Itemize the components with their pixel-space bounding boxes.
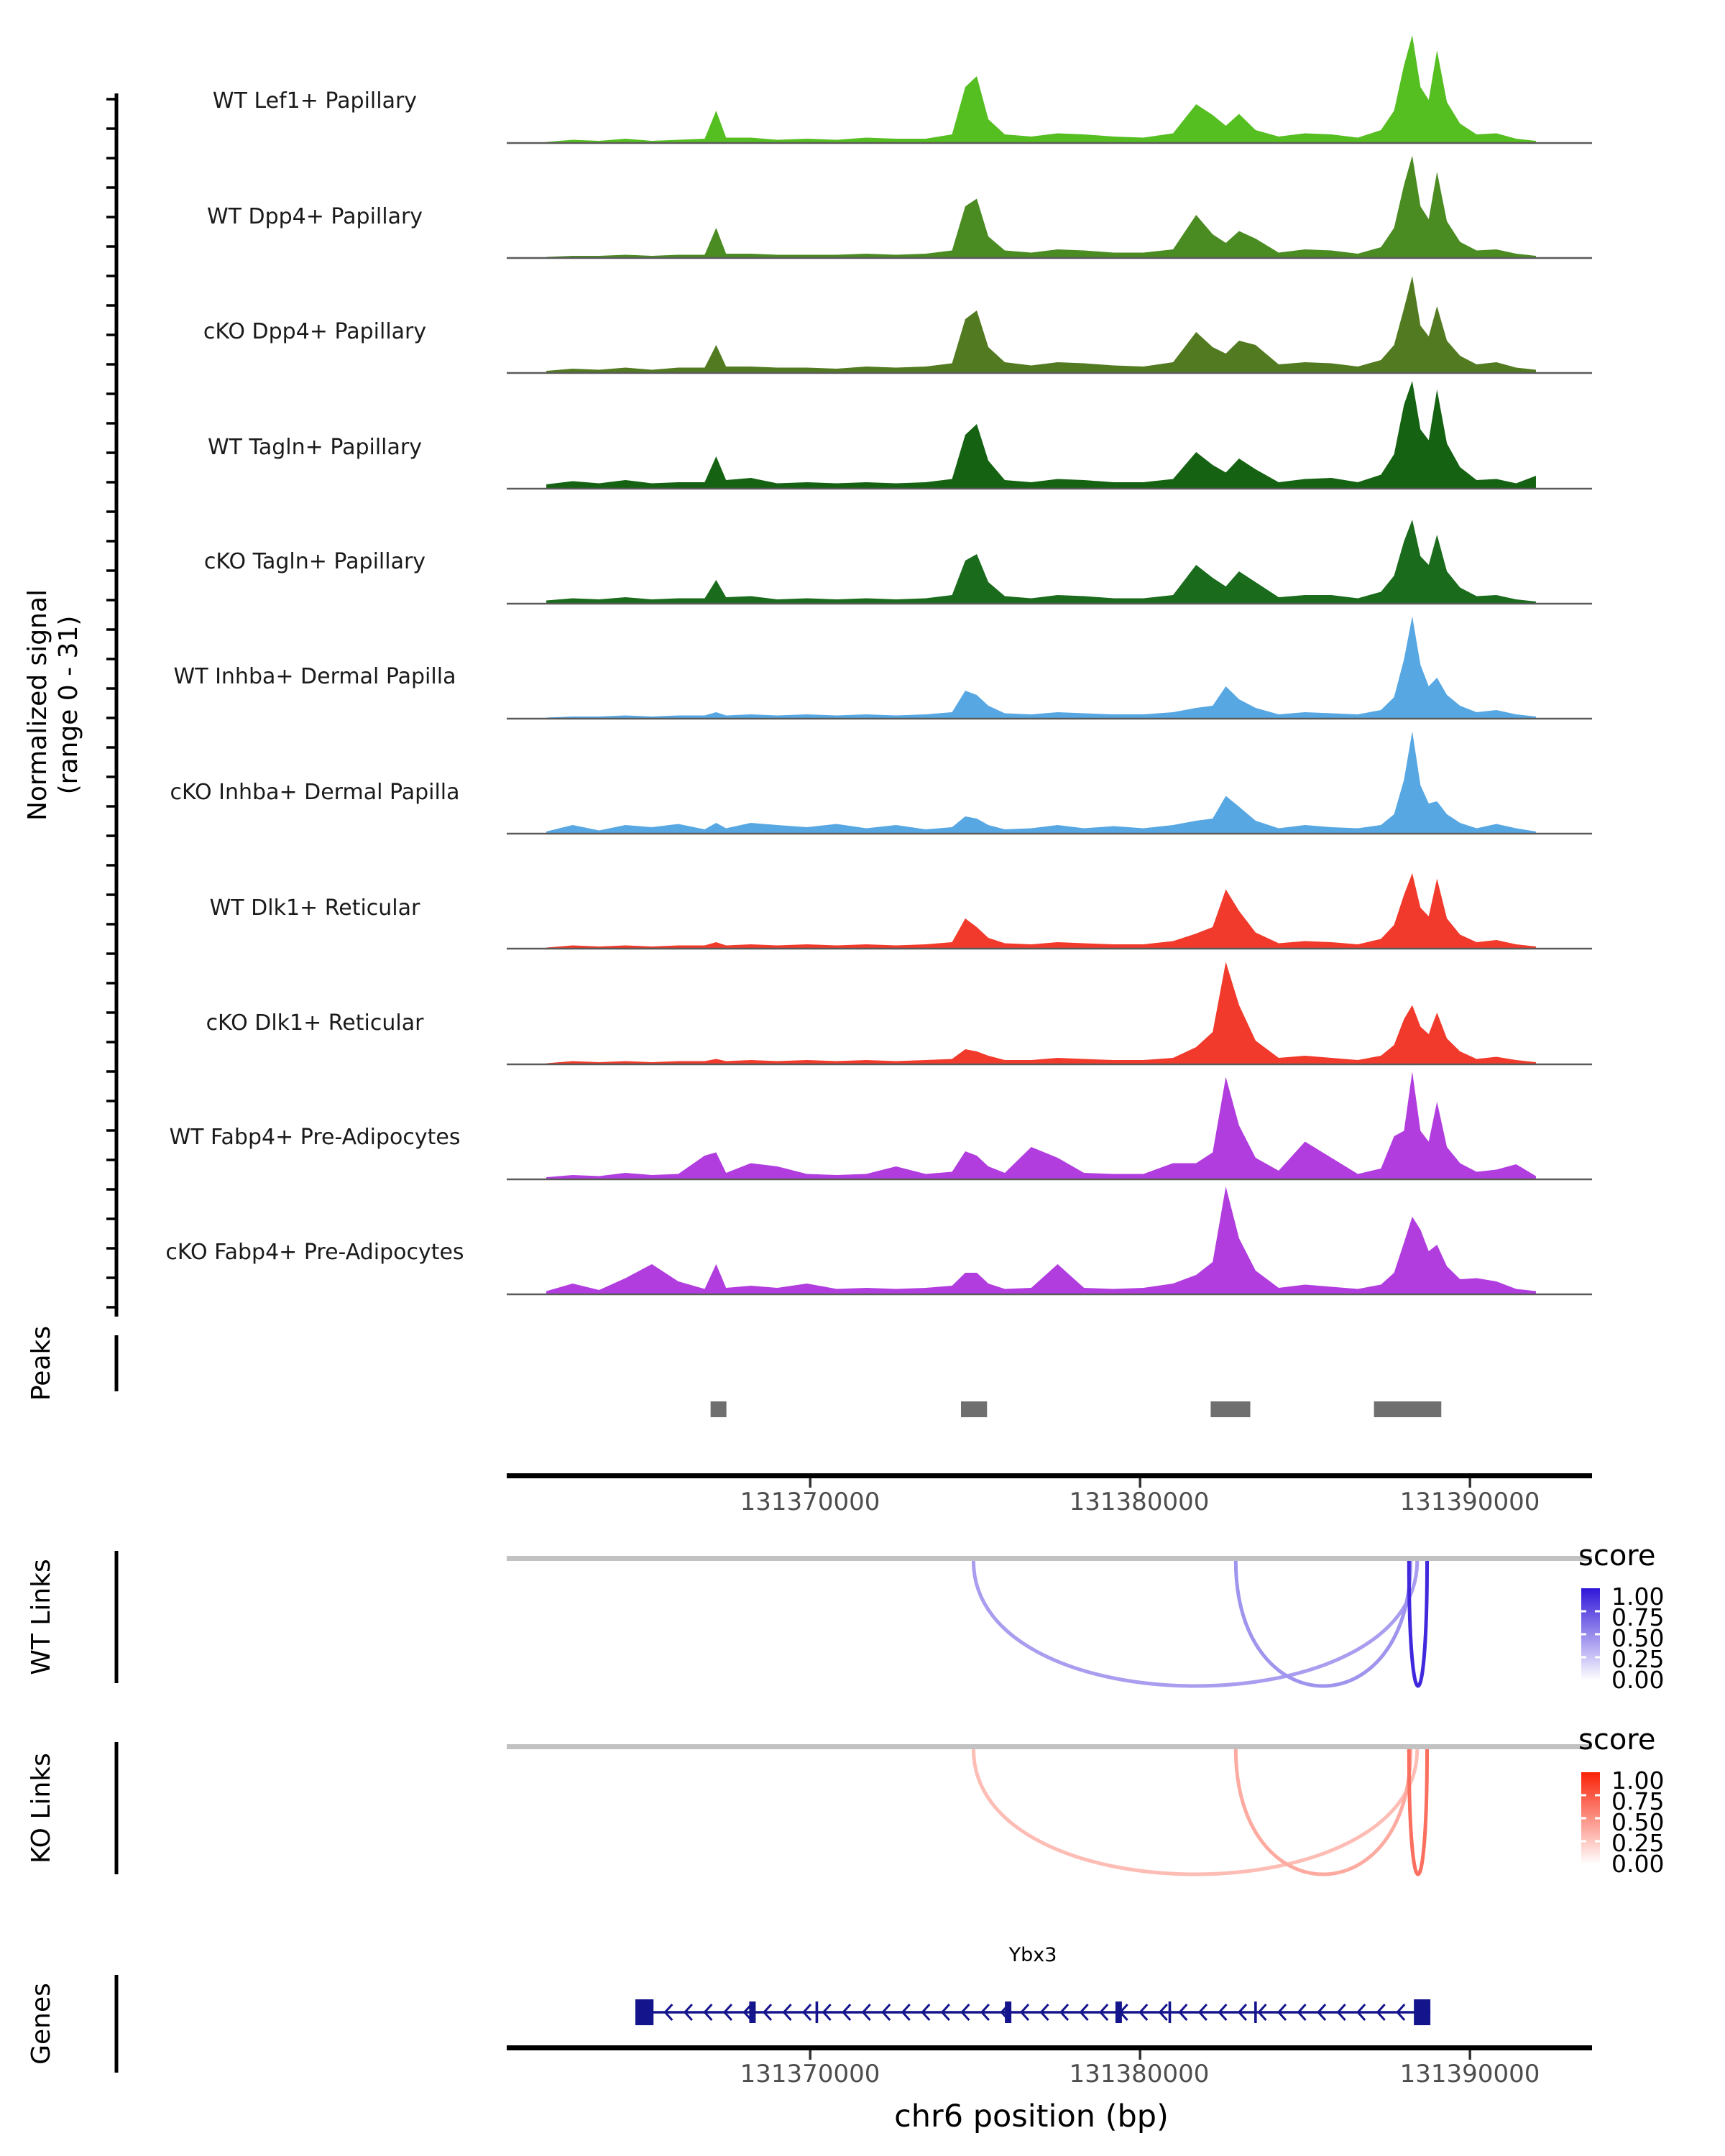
x-axis-2 [507,2045,1592,2060]
wt-score-legend-0.25: 0.25 [1611,1645,1665,1673]
signal-track-6 [507,732,1592,834]
signal-track-3 [507,381,1592,489]
section-label-genes: Genes [27,1983,56,2065]
peaks-track [711,1401,1442,1417]
signal-track-1 [507,156,1592,259]
signal-track-9 [507,1072,1592,1179]
signal-y-axis-label [22,453,86,957]
track-label-cko-fabp4-preadipocytes: cKO Fabp4+ Pre-Adipocytes [165,1240,464,1265]
axis2-tick-131380000: 131380000 [1069,2060,1210,2088]
ko-score-legend-0.00: 0.00 [1611,1850,1665,1878]
x-axis-1 [507,1473,1592,1488]
track-label-cko-tagln-papillary: cKO Tagln+ Papillary [203,549,426,574]
ko-score-legend-0.75: 0.75 [1611,1787,1665,1815]
ko-links-arcs [507,1744,1592,1874]
gene-name-label: Ybx3 [1008,1944,1057,1966]
wt-score-legend-0.50: 0.50 [1611,1624,1665,1652]
gene-model [635,1999,1430,2025]
track-label-wt-dlk1-reticular: WT Dlk1+ Reticular [209,895,420,921]
signal-track-2 [507,276,1592,373]
wt-links-arcs [507,1556,1592,1686]
section-label-peaks: Peaks [27,1325,56,1401]
signal-track-5 [507,617,1592,719]
signal-track-8 [507,962,1592,1065]
ko-score-legend-0.50: 0.50 [1611,1808,1665,1836]
wt-score-legend-1.00: 1.00 [1611,1583,1665,1611]
ko-score-colorbar [1581,1772,1600,1864]
axis1-tick-131380000: 131380000 [1069,1488,1210,1516]
track-label-wt-dpp4-papillary: WT Dpp4+ Papillary [206,204,423,229]
wt-score-legend-title: score [1578,1539,1656,1572]
wt-score-legend-0.00: 0.00 [1611,1666,1665,1694]
section-label-ko-links: KO Links [27,1753,56,1864]
track-label-wt-tagln-papillary: WT Tagln+ Papillary [208,435,422,460]
axis2-tick-131370000: 131370000 [740,2060,880,2088]
signal-track-10 [507,1187,1592,1294]
signal-y-axis-label-line1: Normalized signal [23,589,52,821]
x-axis-title: chr6 position (bp) [894,2099,1169,2134]
wt-score-legend-0.75: 0.75 [1611,1603,1665,1631]
track-label-wt-inhba-dermal-papilla: WT Inhba+ Dermal Papilla [173,664,456,689]
track-label-wt-fabp4-preadipocytes: WT Fabp4+ Pre-Adipocytes [169,1125,461,1150]
signal-y-axis-label-line2: (range 0 - 31) [54,615,83,795]
ko-score-legend-title: score [1578,1723,1656,1756]
track-label-wt-lef1-papillary: WT Lef1+ Papillary [212,88,418,114]
signal-track-0 [507,35,1592,143]
track-label-cko-dpp4-papillary: cKO Dpp4+ Papillary [203,319,427,344]
signal-tracks-group [507,35,1592,1294]
signal-track-7 [507,873,1592,949]
axis1-tick-131390000: 131390000 [1399,1488,1540,1516]
wt-score-colorbar [1581,1588,1600,1680]
ko-score-legend-0.25: 0.25 [1611,1829,1665,1857]
signal-track-4 [507,520,1592,604]
track-label-cko-inhba-dermal-papilla: cKO Inhba+ Dermal Papilla [170,780,460,805]
axis1-tick-131370000: 131370000 [740,1488,880,1516]
section-label-wt-links: WT Links [27,1559,56,1675]
track-label-cko-dlk1-reticular: cKO Dlk1+ Reticular [206,1010,424,1036]
ko-score-legend-1.00: 1.00 [1611,1766,1665,1795]
axis2-tick-131390000: 131390000 [1399,2060,1540,2088]
